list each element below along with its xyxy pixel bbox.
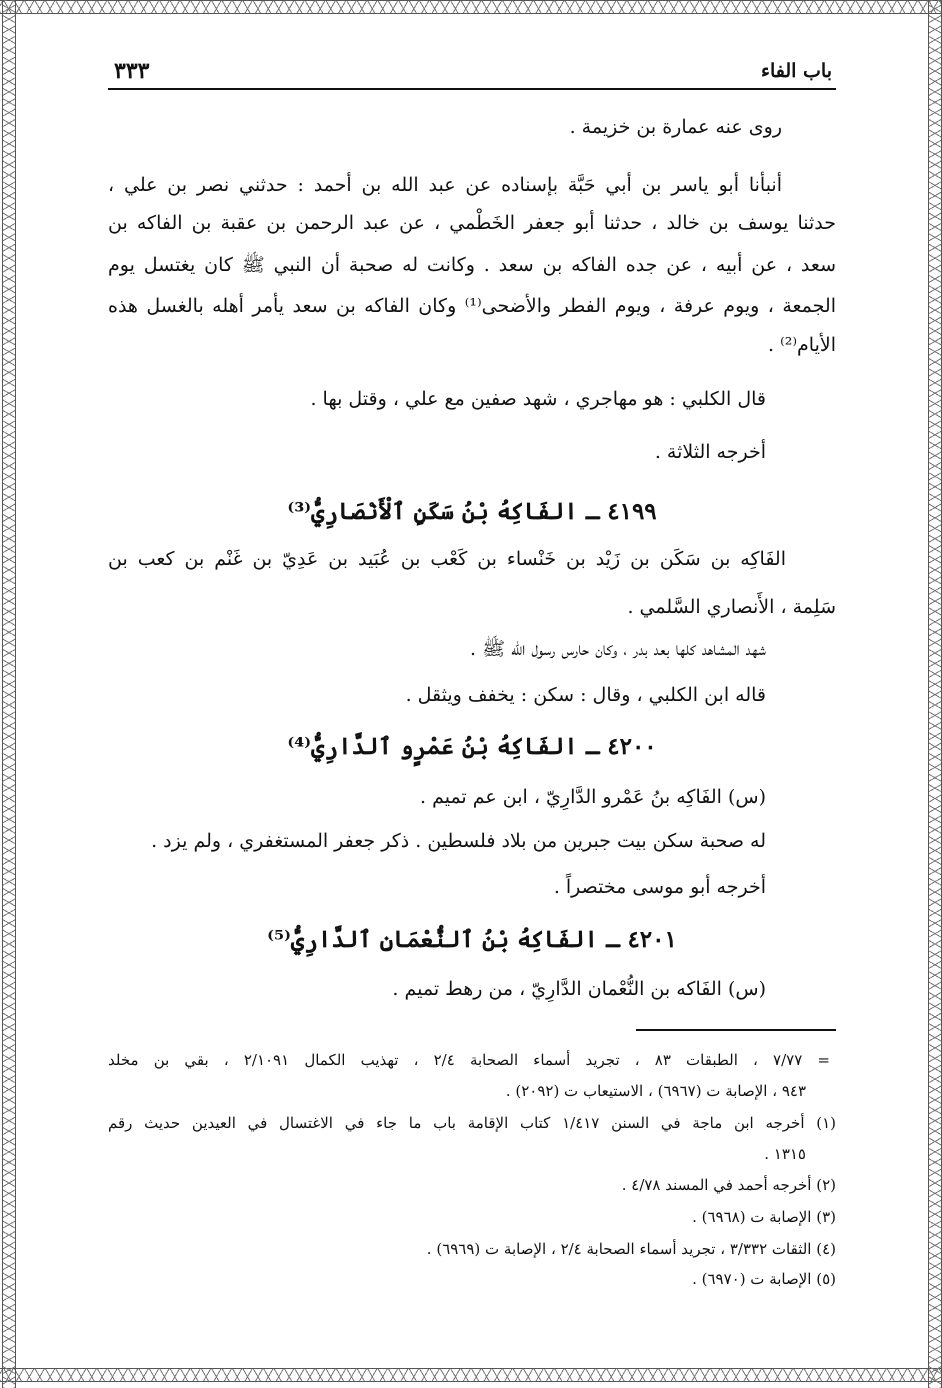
paragraph-line: له صحبة سكن بيت جبرين من بلاد فلسطين . ذكر جعفر المستغفري ، ولم يزد .	[151, 830, 766, 852]
footnote-separator	[636, 1029, 836, 1031]
chapter-title: باب الفاء	[761, 60, 832, 82]
paragraph-line: الجمعة ، ويوم عرفة ، ويوم الفطر والأضحى⁽¹⁾ وكان الفاكه بن سعد يأمر أهله بالغسل هذه	[108, 295, 836, 317]
footnote-line: ٩٤٣ ، الإصابة ت (٦٩٦٧) ، الاستيعاب ت (٢٠٩٢) .	[505, 1082, 806, 1100]
entry-heading: ٤٢٠١ ـ الفَاكِهُ بْنُ ٱلنُّعْمَانِ ٱلدَّارِيُّ⁽⁵⁾	[267, 926, 677, 953]
footnote-line: (٣) الإصابة ت (٦٩٦٨) .	[692, 1208, 836, 1226]
paragraph-line: قاله ابن الكلبي ، وقال : سكن : يخفف ويثقل .	[405, 684, 766, 706]
running-header	[108, 48, 836, 90]
paragraph-line: أنبأنا أبو ياسر بن أبي حَبَّة بإسناده عن عبد الله بن أحمد : حدثني نصر بن علي ،	[108, 174, 782, 196]
paragraph-line: (س) الفَاكِه بنُ عَمْرو الدَّارِيّ ، ابن عم تميم .	[419, 786, 766, 808]
footnote-line: ١٣١٥ .	[764, 1145, 806, 1163]
page-border-right	[928, 0, 942, 1388]
page-border-left	[2, 0, 16, 1388]
page-number: ٣٣٣	[114, 58, 150, 84]
paragraph-line: الأيام⁽²⁾ .	[768, 334, 836, 356]
page-border-bottom	[0, 1368, 942, 1382]
footnote-line: (٥) الإصابة ت (٦٩٧٠) .	[692, 1270, 836, 1288]
paragraph-line: سعد ، عن أبيه ، عن جده الفاكه بن سعد . وكانت له صحبة أن النبي ﷺ كان يغتسل يوم	[108, 254, 836, 276]
paragraph-line: (س) الفَاكه بن النُّعْمان الدَّارِيّ ، من رهط تميم .	[392, 978, 766, 1000]
paragraph-line: روى عنه عمارة بن خزيمة .	[569, 116, 782, 138]
paragraph-line: سَلِمة ، الأَنصاري السَّلمي .	[627, 596, 836, 618]
entry-heading: ٤١٩٩ ـ الفَاكِهُ بْنُ سَكَنٍ ٱلْأَنْصَارِيُّ⁽³⁾	[287, 498, 657, 525]
footnote-line: = ٧/٧٧ ، الطبقات ٨٣ ، تجريد أسماء الصحابة ٢/٤ ، تهذيب الكمال ٢/١٠٩١ ، بقي بن مخلد	[108, 1051, 830, 1069]
footnote-line: (١) أخرجه ابن ماجة في السنن ١/٤١٧ كتاب الإقامة باب ما جاء في الاغتسال في العيدين حديث رقم	[108, 1114, 836, 1132]
footnote-line: (٢) أخرجه أحمد في المسند ٤/٧٨ .	[621, 1176, 836, 1194]
page-border-top	[0, 0, 942, 14]
paragraph-line: أخرجه الثلاثة .	[654, 441, 766, 463]
paragraph-line: الفَاكِه بن سَكَن بن زَيْد بن خَنْساء بن كَعْب بن عُبَيد بن عَدِيّ بن غَنْم بن كعب بن	[108, 548, 786, 570]
book-page	[108, 48, 836, 1348]
paragraph-line: قال الكلبي : هو مهاجري ، شهد صفين مع علي ، وقتل بها .	[310, 388, 766, 410]
paragraph-line: أخرجه أبو موسى مختصراً .	[553, 876, 766, 898]
entry-heading: ٤٢٠٠ ـ الفَاكِهُ بْنُ عَمْرٍو ٱلدَّارِيُّ⁽⁴⁾	[287, 733, 657, 760]
footnote-line: (٤) الثقات ٣/٣٣٢ ، تجريد أسماء الصحابة ٢/٤ ، الإصابة ت (٦٩٦٩) .	[426, 1240, 836, 1258]
paragraph-line: شهد المشاهد كلها بعد بدر ، وكان حارس رسول الله ﷺ .	[470, 638, 766, 660]
paragraph-line: حدثنا يوسف بن خالد ، حدثنا أبو جعفر الخَطْمي ، عن عبد الرحمن بن عقبة بن الفاكه بن	[108, 212, 836, 234]
